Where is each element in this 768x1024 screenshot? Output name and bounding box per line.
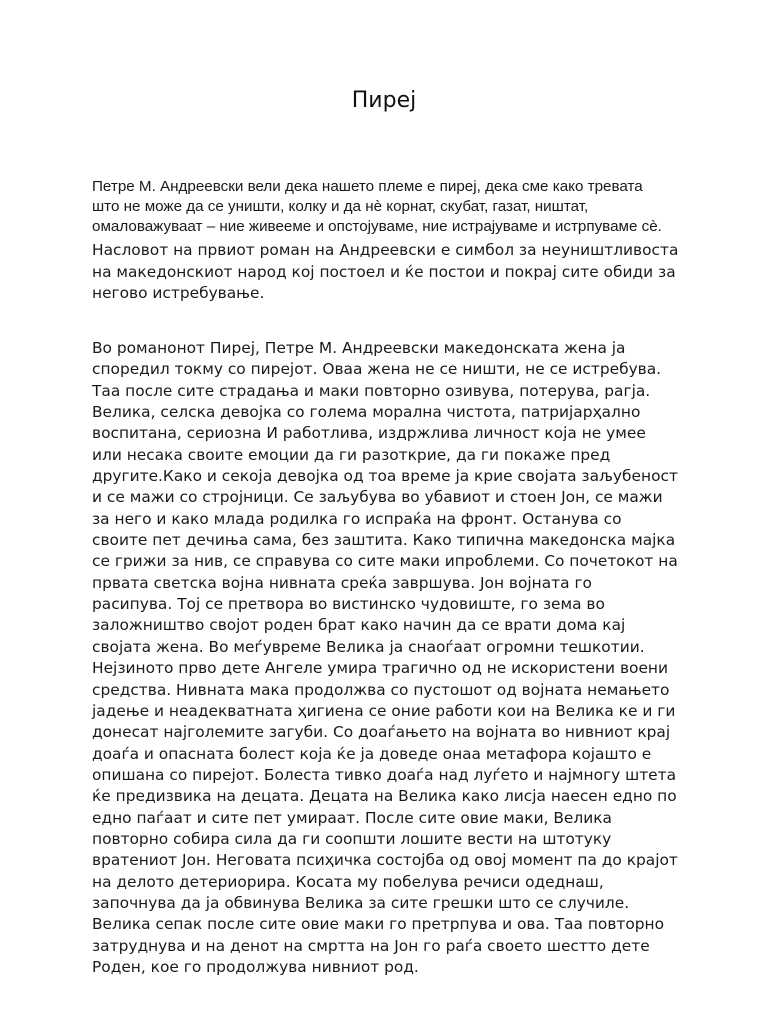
text-line: Насловот на првиот роман на Андреевски е симбол за неуништливоста — [92, 241, 679, 259]
text-line: својата жена. Во меѓувреме Велика ја снаоѓаат огромни тешкотии. — [92, 637, 645, 656]
text-line: едно паѓаат и сите пет умираат. После сите овие маки, Велика — [92, 808, 612, 827]
text-line: Нејзиното прво дете Ангеле умира трагично од не искористени воени — [92, 659, 668, 678]
text-line: Таа после сите страдања и маки повторно озивува, потерува, рагја. — [92, 381, 651, 400]
body-paragraph — [92, 338, 692, 978]
text-line: се грижи за нив, се справува со сите маки ипроблеми. Со почетокот на — [92, 552, 678, 571]
text-line: донесат најголемите загуби. Со доаѓањето на војната во нивниот крај — [92, 723, 671, 742]
text-line: заложништво својот роден брат како начин да се врати дома кај — [92, 616, 626, 635]
text-line: вратениот Јон. Неговата псиҳичка состојба од овој момент па до крајот — [92, 851, 678, 870]
text-line: и се мажи со стројници. Се заљубува во убавиот и стоен Јон, се мажи — [92, 488, 663, 507]
text-line: ќе предизвика на децата. Децата на Велика како лисја наесен едно по — [92, 787, 677, 806]
text-line: Велика сепак после сите овие маки го претрпува и ова. Таа повторно — [92, 915, 665, 934]
text-line: јадење и неадекватната ҳигиена се оние работи кои на Велика ке и ги — [92, 701, 676, 720]
text-line: за него и како млада родилка го испраќа на фронт. Останува со — [92, 509, 622, 528]
text-line: омаловажуваат – ние живееме и опстојуваме, ние истрајуваме и истрпуваме сè. — [92, 218, 662, 235]
text-line: расипува. Тој се претвора во вистинско чудовиште, го зема во — [92, 595, 605, 614]
text-line: другите.Како и секоја девојка од тоа време ја крие својата заљубеност — [92, 467, 678, 486]
text-line: своите пет дечиња сама, без заштита. Како типична македонска мајка — [92, 531, 676, 550]
text-line: средства. Нивната мака продолжва со пустошот од војната немањето — [92, 680, 670, 699]
text-line: Роден, кое го продолжува нивниот род. — [92, 957, 419, 976]
text-line: што не може да се уништи, колку и да нè корнат, скубат, газат, ништат, — [92, 198, 589, 215]
text-line: првата светска војна нивната среќа завршува. Јон војната го — [92, 573, 592, 592]
text-line: или несака своите емоции да ги разоткрие, да ги покаже пред — [92, 445, 611, 464]
text-line: споредил токму со пирејот. Оваа жена не се ништи, не се истребува. — [92, 360, 662, 379]
text-line: на делото детериорира. Косата му побелува речиси одеднаш, — [92, 872, 604, 891]
text-line: доаѓа и опасната болест која ќе ја доведе онаа метафора којашто е — [92, 744, 652, 763]
text-line: Велика, селска девојка со голема морална чистота, патријарҳално — [92, 403, 641, 422]
text-line: воспитана, сериозна И работлива, издржлива личност која не умее — [92, 424, 646, 443]
text-line: опишана со пирејот. Болеста тивко доаѓа над луѓето и најмногу штета — [92, 765, 677, 784]
text-line: повторно собира сила да ги соопшти лошите вести на штотуку — [92, 829, 612, 848]
text-line: Петре М. Андреевски вели дека нашето племе е пиреј, дека сме како тревата — [92, 178, 643, 195]
summary-paragraph — [92, 240, 692, 305]
text-line: негово истребување. — [92, 284, 265, 302]
document-title: Пиреј — [351, 88, 417, 113]
text-line: затруднува и на денот на смртта на Јон го раѓа своето шестто дете — [92, 936, 650, 955]
text-line: Во романонот Пиреј, Петре М. Андреевски македонската жена ја — [92, 339, 626, 357]
text-line: започнува да ја обвинува Велика за сите грешки што се случиле. — [92, 893, 630, 912]
text-line: на македонскиот народ кој постоел и ќе постои и покрај сите обиди за — [92, 262, 676, 281]
intro-paragraph — [92, 177, 692, 237]
